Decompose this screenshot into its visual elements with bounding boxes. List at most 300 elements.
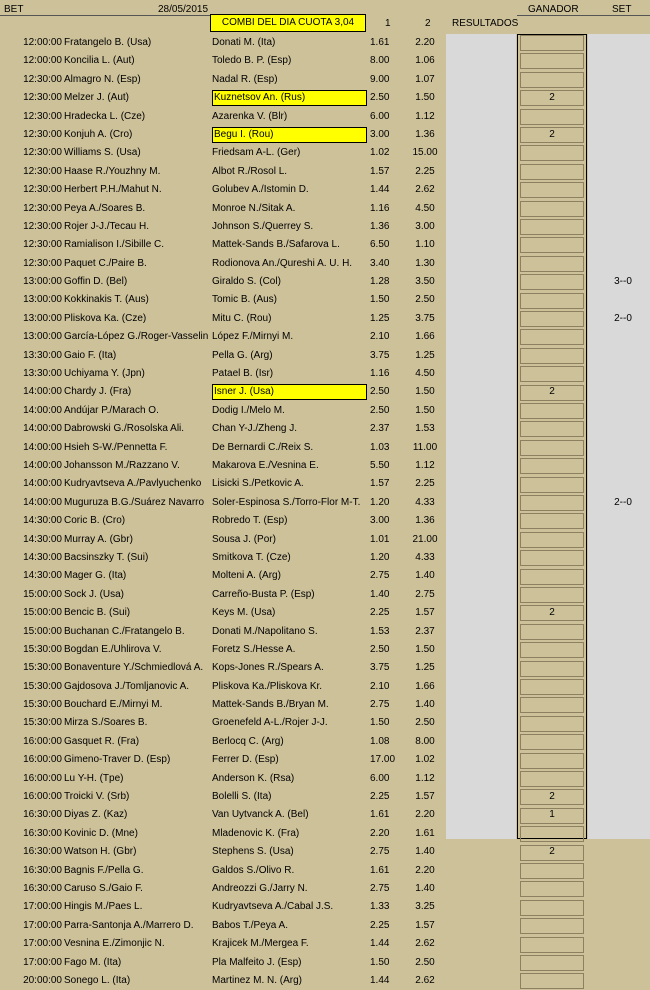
player-2: Toledo B. P. (Esp) [212, 55, 292, 67]
odds-2: 2.37 [415, 625, 435, 637]
player-2: Johnson S./Querrey S. [212, 220, 314, 232]
player-2: Groenefeld A-L./Rojer J-J. [212, 717, 328, 729]
table-row [0, 917, 650, 935]
player-2: Azarenka V. (Blr) [212, 110, 288, 122]
player-1: Bagnis F./Pella G. [64, 864, 144, 876]
player-2: Dodig I./Melo M. [212, 404, 285, 416]
odds-1: 2.50 [370, 92, 390, 104]
player-1: Bogdan E./Uhlirova V. [64, 643, 162, 655]
table-row [0, 806, 650, 824]
player-2: Mattek-Sands B./Safarova L. [212, 239, 340, 251]
player-2: Smitkova T. (Cze) [212, 551, 291, 563]
player-1: Buchanan C./Fratangelo B. [64, 625, 185, 637]
player-1: Gimeno-Traver D. (Esp) [64, 754, 171, 766]
match-time: 13:00:00 [23, 276, 62, 288]
player-2: Pliskova Ka./Pliskova Kr. [212, 680, 323, 692]
odds-1: 1.20 [370, 496, 390, 508]
player-2: Lisicki S./Petkovic A. [212, 478, 304, 490]
player-1: Fago M. (Ita) [64, 956, 122, 968]
table-row [0, 126, 650, 144]
table-row [0, 475, 650, 493]
match-time: 17:00:00 [23, 938, 62, 950]
odds-2: 1.50 [415, 404, 435, 416]
player-2: Kudryavtseva A./Cabal J.S. [212, 901, 334, 913]
match-time: 15:00:00 [23, 588, 62, 600]
match-time: 16:30:00 [23, 809, 62, 821]
player-1: Almagro N. (Esp) [64, 73, 141, 85]
player-1: Rojer J-J./Tecau H. [64, 220, 150, 232]
player-1: Goffin D. (Bel) [64, 276, 128, 288]
odds-2: 2.25 [415, 478, 435, 490]
resultados-header: RESULTADOS [452, 18, 519, 29]
match-time: 14:00:00 [23, 441, 62, 453]
player-2: Begu I. (Rou) [212, 127, 367, 143]
odds-1: 2.50 [370, 643, 390, 655]
odds-2: 15.00 [412, 147, 438, 159]
player-2: Stephens S. (Usa) [212, 846, 294, 858]
match-time: 16:00:00 [23, 735, 62, 747]
odds-2: 2.75 [415, 588, 435, 600]
odds-1: 1.44 [370, 938, 390, 950]
ganador-value: 2 [549, 128, 555, 140]
odds-1: 3.75 [370, 349, 390, 361]
player-1: Melzer J. (Aut) [64, 92, 130, 104]
player-2: Berlocq C. (Arg) [212, 735, 284, 747]
player-1: Uchiyama Y. (Jpn) [64, 368, 145, 380]
match-time: 12:30:00 [23, 257, 62, 269]
odds-1: 2.25 [370, 607, 390, 619]
player-1: Herbert P.H./Mahut N. [64, 184, 162, 196]
player-1: Troicki V. (Srb) [64, 791, 130, 803]
table-row [0, 935, 650, 953]
odds-2: 2.62 [415, 974, 435, 986]
table-row [0, 531, 650, 549]
odds-2: 1.66 [415, 331, 435, 343]
match-time: 12:30:00 [23, 92, 62, 104]
player-1: Johansson M./Razzano V. [64, 459, 180, 471]
player-1: Gajdosova J./Tomljanovic A. [64, 680, 190, 692]
player-2: Isner J. (Usa) [212, 384, 367, 400]
odds-2: 1.06 [415, 55, 435, 67]
match-time: 16:30:00 [23, 827, 62, 839]
player-1: Ramialison I./Sibille C. [64, 239, 165, 251]
table-row [0, 567, 650, 585]
odds-1: 2.20 [370, 827, 390, 839]
odds-2: 1.50 [415, 643, 435, 655]
player-2: Anderson K. (Rsa) [212, 772, 295, 784]
player-1: Pliskova Ka. (Cze) [64, 312, 147, 324]
match-time: 13:00:00 [23, 331, 62, 343]
odds-1: 8.00 [370, 55, 390, 67]
odds-1: 1.50 [370, 294, 390, 306]
player-2: Giraldo S. (Col) [212, 276, 281, 288]
odds-1: 1.16 [370, 368, 390, 380]
table-row [0, 898, 650, 916]
odds-2: 1.40 [415, 846, 435, 858]
odds-1: 6.50 [370, 239, 390, 251]
match-time: 17:00:00 [23, 919, 62, 931]
player-2: Donati M. (Ita) [212, 37, 276, 48]
table-row [0, 549, 650, 567]
odds-2: 1.66 [415, 680, 435, 692]
player-2: Friedsam A-L. (Ger) [212, 147, 301, 159]
odds-1: 2.75 [370, 699, 390, 711]
player-2: Soler-Espinosa S./Torro-Flor M-T. [212, 496, 361, 508]
player-2: Molteni A. (Arg) [212, 570, 281, 582]
table-row [0, 714, 650, 732]
player-1: Mager G. (Ita) [64, 570, 127, 582]
combi-label: COMBI DEL DIA CUOTA 3,04 [210, 14, 366, 32]
match-time: 14:00:00 [23, 423, 62, 435]
match-time: 14:30:00 [23, 515, 62, 527]
odds-2: 2.62 [415, 184, 435, 196]
table-row [0, 825, 650, 843]
player-2: Andreozzi G./Jarry N. [212, 882, 308, 894]
ganador-value: 2 [549, 607, 555, 619]
odds-1: 1.50 [370, 956, 390, 968]
player-1: Hradecka L. (Cze) [64, 110, 146, 122]
match-time: 16:30:00 [23, 882, 62, 894]
match-time: 12:30:00 [23, 147, 62, 159]
odds-2: 1.07 [415, 73, 435, 85]
table-row [0, 218, 650, 236]
player-2: Rodionova An./Qureshi A. U. H. [212, 257, 353, 269]
match-time: 17:00:00 [23, 956, 62, 968]
odds-1: 2.75 [370, 846, 390, 858]
odds-2: 11.00 [412, 441, 438, 453]
player-2: Patael B. (Isr) [212, 368, 274, 380]
set-value: 3--0 [614, 276, 632, 288]
match-time: 12:30:00 [23, 73, 62, 85]
date-label: 28/05/2015 [158, 4, 209, 15]
player-2: Babos T./Peya A. [212, 919, 288, 931]
player-1: Peya A./Soares B. [64, 202, 146, 214]
header-divider-right [517, 15, 650, 16]
odds-2: 3.25 [415, 901, 435, 913]
player-1: Muguruza B.G./Suárez Navarro [64, 496, 205, 508]
match-time: 16:00:00 [23, 772, 62, 784]
odds-1: 1.25 [370, 312, 390, 324]
table-row [0, 402, 650, 420]
player-2: De Bernardi C./Reix S. [212, 441, 314, 453]
table-row [0, 641, 650, 659]
player-2: Robredo T. (Esp) [212, 515, 288, 527]
odds-1: 2.75 [370, 882, 390, 894]
table-row [0, 512, 650, 530]
odds-2: 1.12 [415, 110, 435, 122]
player-2: Carreño-Busta P. (Esp) [212, 588, 315, 600]
odds-1: 1.08 [370, 735, 390, 747]
odds-1: 1.53 [370, 625, 390, 637]
table-row [0, 604, 650, 622]
table-row [0, 751, 650, 769]
match-time: 16:30:00 [23, 864, 62, 876]
odds-1: 1.57 [370, 165, 390, 177]
odds-2: 4.33 [415, 496, 435, 508]
player-2: Golubev A./Istomin D. [212, 184, 309, 196]
player-1: Murray A. (Gbr) [64, 533, 133, 545]
odds-1: 2.37 [370, 423, 390, 435]
set-value: 2--0 [614, 496, 632, 508]
odds-2: 1.57 [415, 607, 435, 619]
odds-1: 3.40 [370, 257, 390, 269]
match-time: 12:30:00 [23, 110, 62, 122]
odds-1: 1.61 [370, 864, 390, 876]
table-row [0, 733, 650, 751]
match-time: 16:30:00 [23, 846, 62, 858]
odds-2: 2.50 [415, 294, 435, 306]
player-1: Sonego L. (Ita) [64, 974, 131, 986]
player-2: Mladenovic K. (Fra) [212, 827, 300, 839]
table-row [0, 273, 650, 291]
odds-1: 2.10 [370, 331, 390, 343]
odds-2: 2.20 [415, 37, 435, 48]
player-1: Sock J. (Usa) [64, 588, 125, 600]
ganador-value: 2 [549, 386, 555, 398]
odds-2: 3.50 [415, 276, 435, 288]
odds-1: 1.16 [370, 202, 390, 214]
match-time: 15:30:00 [23, 643, 62, 655]
odds-1: 17.00 [370, 754, 396, 766]
odds-2: 1.12 [415, 459, 435, 471]
player-1: Mirza S./Soares B. [64, 717, 148, 729]
table-row [0, 439, 650, 457]
odds-1: 1.61 [370, 37, 390, 48]
player-1: Diyas Z. (Kaz) [64, 809, 128, 821]
odds-1: 2.50 [370, 386, 390, 398]
match-time: 13:00:00 [23, 312, 62, 324]
table-row [0, 383, 650, 401]
odds-2: 2.62 [415, 938, 435, 950]
header-divider [0, 15, 210, 16]
odds-1: 1.28 [370, 276, 390, 288]
odds-2: 4.50 [415, 202, 435, 214]
match-time: 12:00:00 [23, 55, 62, 67]
ganador-value: 2 [549, 92, 555, 104]
odds-2: 3.00 [415, 220, 435, 232]
odds-1: 5.50 [370, 459, 390, 471]
player-1: Haase R./Youzhny M. [64, 165, 161, 177]
match-time: 12:00:00 [23, 37, 62, 48]
table-row [0, 52, 650, 70]
odds-1: 1.33 [370, 901, 390, 913]
odds-2: 1.36 [415, 515, 435, 527]
odds-2: 1.25 [415, 349, 435, 361]
table-row [0, 420, 650, 438]
player-2: Mitu C. (Rou) [212, 312, 272, 324]
col2-header: 2 [425, 18, 431, 29]
player-1: Chardy J. (Fra) [64, 386, 132, 398]
table-row [0, 659, 650, 677]
odds-2: 2.50 [415, 717, 435, 729]
table-row [0, 972, 650, 990]
player-1: Bonaventure Y./Schmiedlová A. [64, 662, 204, 674]
table-row [0, 623, 650, 641]
match-time: 14:30:00 [23, 570, 62, 582]
table-row [0, 89, 650, 107]
table-row [0, 328, 650, 346]
player-1: Lu Y-H. (Tpe) [64, 772, 124, 784]
match-time: 15:30:00 [23, 662, 62, 674]
odds-1: 1.36 [370, 220, 390, 232]
player-1: Williams S. (Usa) [64, 147, 141, 159]
match-time: 14:00:00 [23, 404, 62, 416]
odds-2: 1.57 [415, 919, 435, 931]
match-time: 14:30:00 [23, 551, 62, 563]
table-row [0, 347, 650, 365]
odds-2: 4.50 [415, 368, 435, 380]
odds-1: 1.03 [370, 441, 390, 453]
player-1: Parra-Santonja A./Marrero D. [64, 919, 194, 931]
odds-2: 1.50 [415, 386, 435, 398]
odds-2: 1.25 [415, 662, 435, 674]
match-time: 14:00:00 [23, 478, 62, 490]
match-time: 15:00:00 [23, 625, 62, 637]
match-time: 12:30:00 [23, 239, 62, 251]
player-2: Galdos S./Olivo R. [212, 864, 295, 876]
player-1: Caruso S./Gaio F. [64, 882, 143, 894]
match-time: 12:30:00 [23, 128, 62, 140]
odds-1: 1.01 [370, 533, 390, 545]
player-1: Gaio F. (Ita) [64, 349, 117, 361]
player-1: Coric B. (Cro) [64, 515, 126, 527]
odds-2: 3.75 [415, 312, 435, 324]
player-2: Krajicek M./Mergea F. [212, 938, 309, 950]
odds-1: 1.50 [370, 717, 390, 729]
odds-1: 9.00 [370, 73, 390, 85]
odds-1: 2.25 [370, 919, 390, 931]
table-row [0, 788, 650, 806]
table-row [0, 144, 650, 162]
odds-2: 2.50 [415, 956, 435, 968]
player-2: Keys M. (Usa) [212, 607, 276, 619]
table-row [0, 494, 650, 512]
table-row [0, 843, 650, 861]
table-row [0, 365, 650, 383]
odds-1: 3.75 [370, 662, 390, 674]
match-time: 15:30:00 [23, 699, 62, 711]
table-row [0, 696, 650, 714]
player-1: Kokkinakis T. (Aus) [64, 294, 149, 306]
match-time: 16:00:00 [23, 754, 62, 766]
odds-1: 1.44 [370, 184, 390, 196]
player-1: Bacsinszky T. (Sui) [64, 551, 149, 563]
odds-2: 1.57 [415, 791, 435, 803]
odds-2: 2.20 [415, 809, 435, 821]
player-2: Mattek-Sands B./Bryan M. [212, 699, 329, 711]
player-2: Makarova E./Vesnina E. [212, 459, 319, 471]
player-1: Fratangelo B. (Usa) [64, 37, 152, 48]
player-2: Sousa J. (Por) [212, 533, 276, 545]
odds-1: 6.00 [370, 110, 390, 122]
odds-2: 1.10 [415, 239, 435, 251]
match-time: 15:30:00 [23, 717, 62, 729]
match-time: 13:00:00 [23, 294, 62, 306]
table-row [0, 770, 650, 788]
table-row [0, 163, 650, 181]
player-2: Monroe N./Sitak A. [212, 202, 296, 214]
odds-2: 1.40 [415, 570, 435, 582]
match-time: 13:30:00 [23, 349, 62, 361]
match-time: 12:30:00 [23, 220, 62, 232]
match-time: 12:30:00 [23, 184, 62, 196]
ganador-value: 2 [549, 791, 555, 803]
ganador-header: GANADOR [528, 4, 579, 15]
odds-2: 8.00 [415, 735, 435, 747]
odds-2: 1.40 [415, 699, 435, 711]
odds-2: 1.61 [415, 827, 435, 839]
odds-1: 3.00 [370, 515, 390, 527]
odds-1: 2.50 [370, 404, 390, 416]
player-1: Dabrowski G./Rosolska Ali. [64, 423, 185, 435]
player-1: Koncilia L. (Aut) [64, 55, 135, 67]
player-2: Chan Y-J./Zheng J. [212, 423, 298, 435]
odds-2: 1.12 [415, 772, 435, 784]
player-2: Albot R./Rosol L. [212, 165, 288, 177]
ganador-value: 1 [549, 809, 555, 821]
player-2: Pella G. (Arg) [212, 349, 273, 361]
odds-2: 1.30 [415, 257, 435, 269]
match-time: 16:00:00 [23, 791, 62, 803]
player-1: Bencic B. (Sui) [64, 607, 131, 619]
match-time: 12:30:00 [23, 202, 62, 214]
table-row [0, 586, 650, 604]
match-time: 12:30:00 [23, 165, 62, 177]
odds-2: 1.40 [415, 882, 435, 894]
table-row [0, 880, 650, 898]
match-time: 14:00:00 [23, 459, 62, 471]
table-row [0, 862, 650, 880]
player-2: Kuznetsov An. (Rus) [212, 90, 367, 106]
match-time: 15:00:00 [23, 607, 62, 619]
table-row [0, 678, 650, 696]
table-row [0, 255, 650, 273]
player-1: Kudryavtseva A./Pavlyuchenko [64, 478, 202, 490]
player-2: Martinez M. N. (Arg) [212, 974, 303, 986]
odds-1: 2.75 [370, 570, 390, 582]
odds-1: 1.40 [370, 588, 390, 600]
player-2: Ferrer D. (Esp) [212, 754, 279, 766]
table-row [0, 200, 650, 218]
match-time: 14:30:00 [23, 533, 62, 545]
odds-2: 1.36 [415, 128, 435, 140]
player-1: Andújar P./Marach O. [64, 404, 159, 416]
odds-2: 4.33 [415, 551, 435, 563]
col1-header: 1 [385, 18, 391, 29]
odds-2: 1.50 [415, 92, 435, 104]
table-row [0, 71, 650, 89]
odds-1: 1.02 [370, 147, 390, 159]
player-1: Watson H. (Gbr) [64, 846, 137, 858]
odds-1: 3.00 [370, 128, 390, 140]
player-2: Donati M./Napolitano S. [212, 625, 318, 637]
odds-2: 21.00 [412, 533, 438, 545]
ganador-value: 2 [549, 846, 555, 858]
table-row [0, 457, 650, 475]
player-1: Hsieh S-W./Pennetta F. [64, 441, 168, 453]
player-2: López F./Mirnyi M. [212, 331, 294, 343]
player-2: Kops-Jones R./Spears A. [212, 662, 324, 674]
player-2: Nadal R. (Esp) [212, 73, 278, 85]
match-time: 17:00:00 [23, 901, 62, 913]
player-1: García-López G./Roger-Vasselin [64, 331, 209, 343]
match-time: 15:30:00 [23, 680, 62, 692]
table-row [0, 236, 650, 254]
match-time: 14:00:00 [23, 386, 62, 398]
odds-2: 2.25 [415, 165, 435, 177]
table-row [0, 34, 650, 52]
odds-1: 1.20 [370, 551, 390, 563]
